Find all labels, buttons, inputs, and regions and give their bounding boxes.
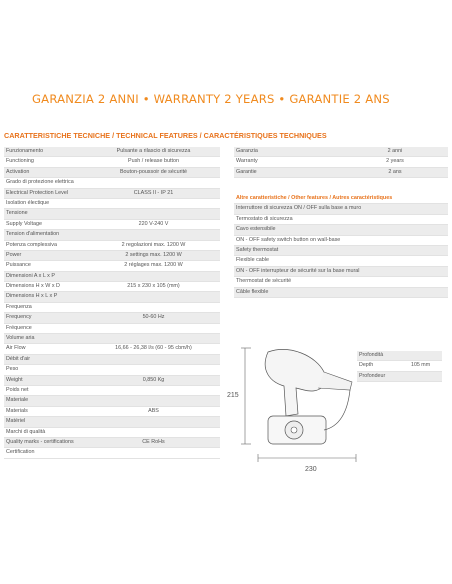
table-row — [4, 417, 220, 427]
row-label: Profondità — [359, 352, 384, 358]
table-row — [4, 428, 220, 438]
table-row — [4, 365, 220, 375]
row-label: Activation — [6, 168, 30, 175]
feature-item — [234, 215, 448, 225]
table-row — [234, 147, 448, 157]
row-label: Matériel — [6, 418, 26, 425]
row-label: Air Flow — [6, 345, 26, 352]
depth-table — [357, 351, 442, 382]
row-label: Peso — [6, 366, 19, 373]
row-label: Dimensioni A x L x P — [6, 272, 55, 279]
width-dimension-label: 230 — [305, 466, 317, 473]
feature-item — [234, 277, 448, 287]
row-value: 2 settings max. 1200 W — [125, 251, 182, 258]
row-value: 2 regolazioni max. 1200 W — [121, 241, 186, 248]
table-row — [4, 251, 220, 261]
row-label: Materials — [6, 407, 28, 414]
feature-text: Cavo estensibile — [236, 226, 276, 233]
table-row — [4, 376, 220, 386]
row-label: Potenza complessiva — [6, 241, 57, 248]
feature-text: Interruttore di sicurezza ON / OFF sulla base a muro — [236, 205, 362, 212]
table-row — [4, 344, 220, 354]
table-row — [4, 448, 220, 458]
table-row — [4, 230, 220, 240]
row-label: Functioning — [6, 158, 34, 165]
hair-dryer-dimension-drawing — [238, 346, 368, 476]
row-value: Push / release button — [128, 158, 179, 165]
row-value: Bouton-poussoir de sécurité — [119, 168, 188, 175]
row-value: 2 ans — [388, 168, 402, 175]
table-row — [4, 438, 220, 448]
row-label: Garanzia — [236, 148, 258, 154]
row-value: 105 mm — [411, 362, 431, 369]
feature-text: Termostato di sicurezza — [236, 215, 293, 222]
table-row — [4, 261, 220, 271]
table-row — [234, 168, 448, 178]
table-row — [4, 282, 220, 292]
feature-text: Safety thermostat — [236, 246, 279, 253]
row-value: 2 réglages max. 1200 W — [124, 262, 183, 269]
technical-features-title: CARATTERISTICHE TECNICHE / TECHNICAL FEATURES / CARACTÉRISTIQUES TECHNIQUES — [4, 131, 327, 140]
table-row — [4, 355, 220, 365]
table-row — [4, 303, 220, 313]
table-row — [4, 272, 220, 282]
feature-item — [234, 288, 448, 298]
feature-item — [234, 236, 448, 246]
row-value: CLASS II - IP 21 — [133, 189, 174, 196]
feature-item — [234, 246, 448, 256]
row-label: Isolation électique — [6, 199, 50, 206]
technical-features-table — [4, 147, 220, 459]
feature-text: Flexible cable — [236, 257, 269, 264]
feature-item — [234, 204, 448, 214]
row-label: Débit d'air — [6, 355, 31, 362]
table-row — [4, 189, 220, 199]
row-label: Electrical Protection Level — [6, 189, 69, 196]
feature-text: Câble flexible — [236, 288, 269, 295]
height-dimension-label: 215 — [227, 392, 239, 399]
other-features-list — [234, 204, 448, 298]
table-row — [357, 351, 442, 361]
row-value: 2 years — [386, 158, 404, 165]
feature-text: ON - OFF safety switch button on wall-base — [236, 236, 341, 243]
table-row — [4, 313, 220, 323]
table-row — [4, 324, 220, 334]
row-label: Fréquence — [6, 324, 32, 331]
feature-item — [234, 267, 448, 277]
row-label: Depth — [359, 362, 374, 369]
table-row — [357, 372, 442, 382]
row-value: 16,66 - 26,38 l/s (60 - 95 cbm/h) — [115, 345, 192, 352]
table-row — [4, 407, 220, 417]
row-label: Grado di protezione elettrica — [6, 179, 74, 186]
feature-item — [234, 256, 448, 266]
table-row — [4, 292, 220, 302]
table-row — [4, 386, 220, 396]
row-value: 215 x 230 x 105 (mm) — [127, 283, 180, 290]
row-value: 2 anni — [387, 148, 403, 154]
table-row — [4, 396, 220, 406]
table-row — [4, 199, 220, 209]
row-value: Pulsante a rilascio di sicurezza — [116, 148, 191, 154]
table-row — [4, 209, 220, 219]
table-row — [4, 334, 220, 344]
table-row — [234, 157, 448, 167]
row-label: Tensione — [6, 210, 28, 217]
row-label: Frequenza — [6, 303, 32, 310]
row-value: 220 V-240 V — [138, 220, 169, 227]
other-features-title: Altre caratteristiche / Other features / Autres caractéristiques — [234, 194, 448, 204]
table-row — [357, 361, 442, 371]
feature-text: Thermostat de sécurité — [236, 278, 292, 285]
row-label: Power — [6, 251, 22, 258]
feature-item — [234, 225, 448, 235]
warranty-table — [234, 147, 448, 178]
table-row — [4, 157, 220, 167]
row-label: Profondeur — [359, 372, 386, 379]
row-label: Marchi di qualità — [6, 428, 46, 435]
warranty-banner: GARANZIA 2 ANNI • WARRANTY 2 YEARS • GARANTIE 2 ANS — [32, 92, 390, 106]
row-value: 0,850 Kg — [142, 376, 165, 383]
row-label: Warranty — [236, 158, 258, 165]
row-label: Quality marks - certifications — [6, 438, 74, 445]
row-label: Materiale — [6, 397, 29, 404]
table-row — [4, 168, 220, 178]
other-features-table — [234, 194, 448, 298]
row-label: Weight — [6, 376, 23, 383]
row-label: Dimensions H x L x P — [6, 293, 58, 300]
row-value: 50-60 Hz — [142, 314, 165, 321]
row-label: Frequency — [6, 314, 32, 321]
row-label: Funzionamento — [6, 148, 44, 154]
row-label: Tension d'alimentation — [6, 231, 60, 238]
table-row — [4, 147, 220, 157]
row-label: Garantie — [236, 168, 257, 175]
table-row — [4, 241, 220, 251]
row-label: Certification — [6, 449, 35, 456]
row-label: Volume aria — [6, 335, 35, 342]
row-label: Dimensions H x W x D — [6, 283, 60, 290]
row-label: Puissance — [6, 262, 31, 269]
table-row — [4, 220, 220, 230]
table-row — [4, 178, 220, 188]
row-label: Poids net — [6, 386, 29, 393]
row-value: CE RoHs — [142, 438, 165, 445]
row-label: Supply Voltage — [6, 220, 42, 227]
row-value: ABS — [148, 407, 159, 414]
feature-text: ON - OFF interrupteur de sécurité sur la base mural — [236, 267, 360, 274]
